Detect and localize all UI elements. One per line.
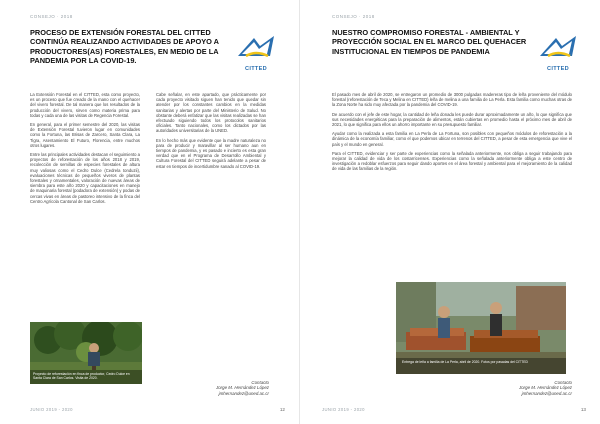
photo-caption: Proyecto de reforestación en finca de productor, Cedro Dulce en Santa Clara de San Carlos. Visita de 2020. bbox=[33, 372, 130, 380]
logo-text: CITTED bbox=[245, 66, 267, 72]
photo-caption: Entrega de leña a familia de La Perla, abril de 2020. Fotos por pasadas del CITTED bbox=[402, 360, 528, 364]
contact-name: Jorge M. Hernández López bbox=[519, 385, 572, 391]
paragraph: De acuerdo con el jefe de este hogar, la cantidad de leña donada les puede durar aproximadamente un año, lo que significa que sus necesidades energéticas para la preparación de alimentos, están cubiertas en promedio hasta el próximo mes de abril de 2021, lo que significa para ellos un ahorro importante en su presupuesto familiar. bbox=[332, 111, 572, 128]
firewood-photo bbox=[396, 282, 566, 374]
text-column-1 bbox=[332, 92, 572, 176]
footer-date: JUNIO 2019 - 2020 bbox=[30, 407, 73, 412]
text-column-2 bbox=[156, 92, 266, 173]
contact-email: jmhernandez@uned.ac.cr bbox=[218, 390, 269, 396]
contact-label: Contacto bbox=[251, 380, 269, 385]
paragraph: El pasado mes de abril de 2020, se entregaron un promedio de 3000 pulgadas madereras tipo de leña proveniente del módulo forestal (reforestación de Teca y Melina en CITTED) leña de melina a una familia de La Perla. Esta familia como muchas otras de la Zona Norte ha sido muy afectada por la pandemia del COVID-19. bbox=[332, 92, 572, 108]
paragraph: En general, para el primer semestre del 2020, las visitas de Extensión Forestal tuvieron lugar en comunidades como la Fortuna, las Brisas de Zarcero, Santa Clara, La Tigra, Asentamiento El Futuro, Florencia, entre muchos otros lugares. bbox=[30, 122, 140, 148]
contact-email: jmhernandez@uned.ac.cr bbox=[521, 390, 572, 396]
section-tag: CONSEJO · 2018 bbox=[332, 14, 375, 19]
paragraph: Cabe señalar, en este apartado, que prácticamente por cada proyecto visitado siguen han tenido que quedar sin atender por los constantes cambios en la medidas sanitarias y alertas por parte del Ministerio de Salud. No obstante deberá enfatizar que las visitas realizadas se han efectuado siguiendo todos los protocolos sanitarios oficiales. Tanto nacionales, como los dictados por las autoridades universitarias de la UNED. bbox=[156, 92, 266, 134]
right-page bbox=[300, 0, 600, 424]
article-title: PROCESO DE EXTENSIÓN FORESTAL DEL CITTED CONTINÚA REALIZANDO ACTIVIDADES DE APOYO A PRODUCTORES(AS) FORESTALES, EN MEDIO DE LA PANDEMIA POR LA COVID-19. bbox=[30, 28, 219, 66]
contact-block bbox=[216, 380, 269, 396]
paragraph: Ayudar como la realizada a esta familia en La Perla de La Fortuna, son posibles con pequeños módulos de reforestación a la dinámica de la economía familiar, como el que podemos ubicar en terrenos del CITTED, a pesar de esta emergencia que vive el país y el mundo en general. bbox=[332, 131, 572, 147]
citted-logo-mark bbox=[534, 32, 582, 64]
paragraph: Entre las principales actividades destacan el seguimiento a proyectos de reforestación de los años 2018 y 2019, recolección de semillas de especies forestales de altura muy valiosas como el Cedro Dulce (Cedrela tonduzii), evaluaciones técnicas de pequeños viveros de plantas forestales y ornamentales, valoración de nuevas áreas de siembra para este año 2020 y capacitaciones en manejo de maquinaria forestal (podadora de extensión) y podas de cercas vivas en áreas de pastoreo intensivo de la finca del Centro Agrícola Cantonal de San Carlos. bbox=[30, 152, 140, 204]
paragraph: En lo hecho más que evidente que la madre naturaleza no para de producir y maravillar al ser humano aun en tiempos de pandemia, y es pasado e incierto es esta gran verdad que en el Programa de Desarrollo Ambiental y Cultura Forestal del CITTED seguirá adelante a pesar de estar en tiempos de incertidumbre sanado al COVID-19. bbox=[156, 137, 266, 169]
footer-date: JUNIO 2019 - 2020 bbox=[322, 407, 365, 412]
contact-label: Contacto bbox=[554, 380, 572, 385]
contact-block bbox=[519, 380, 572, 396]
text-column-1 bbox=[30, 92, 140, 208]
logo-text: CITTED bbox=[547, 66, 569, 72]
citted-logo bbox=[534, 32, 582, 72]
citted-logo-mark bbox=[232, 32, 280, 64]
section-tag: CONSEJO · 2018 bbox=[30, 14, 73, 19]
reforestation-photo bbox=[30, 322, 142, 384]
paragraph: Para el CITTED, evidenciar y ser parte de experiencias como la señalada anteriormente, nos obliga a seguir trabajando para mejorar la calidad de vida de los costarricenses. Experiencias como la señalada anteriormente obliga a este centro de investigación a redoblar esfuerzos para seguir dando aportes en el área forestal y ambiental para el mejoramiento de la calidad de vida de las familias de la región. bbox=[332, 150, 572, 172]
article-title: NUESTRO COMPROMISO FORESTAL - AMBIENTAL Y PROYECCIÓN SOCIAL EN EL MARCO DEL QUEHACER INSTITUCIONAL EN TIEMPOS DE PANDEMIA bbox=[332, 28, 527, 56]
page-number: 13 bbox=[580, 407, 586, 412]
contact-name: Jorge M. Hernández López bbox=[216, 385, 269, 391]
page-number: 12 bbox=[279, 407, 285, 412]
citted-logo bbox=[232, 32, 280, 72]
paragraph: La Extensión Forestal en el CITTED, esta como proyecto, es un proceso que fue creado de la mano con el quehacer del vivero forestal. De tal manera que los resultados de la producción del vivero, sirven como materia prima para todas y cada una de las visitas de Regencia Forestal. bbox=[30, 92, 140, 118]
